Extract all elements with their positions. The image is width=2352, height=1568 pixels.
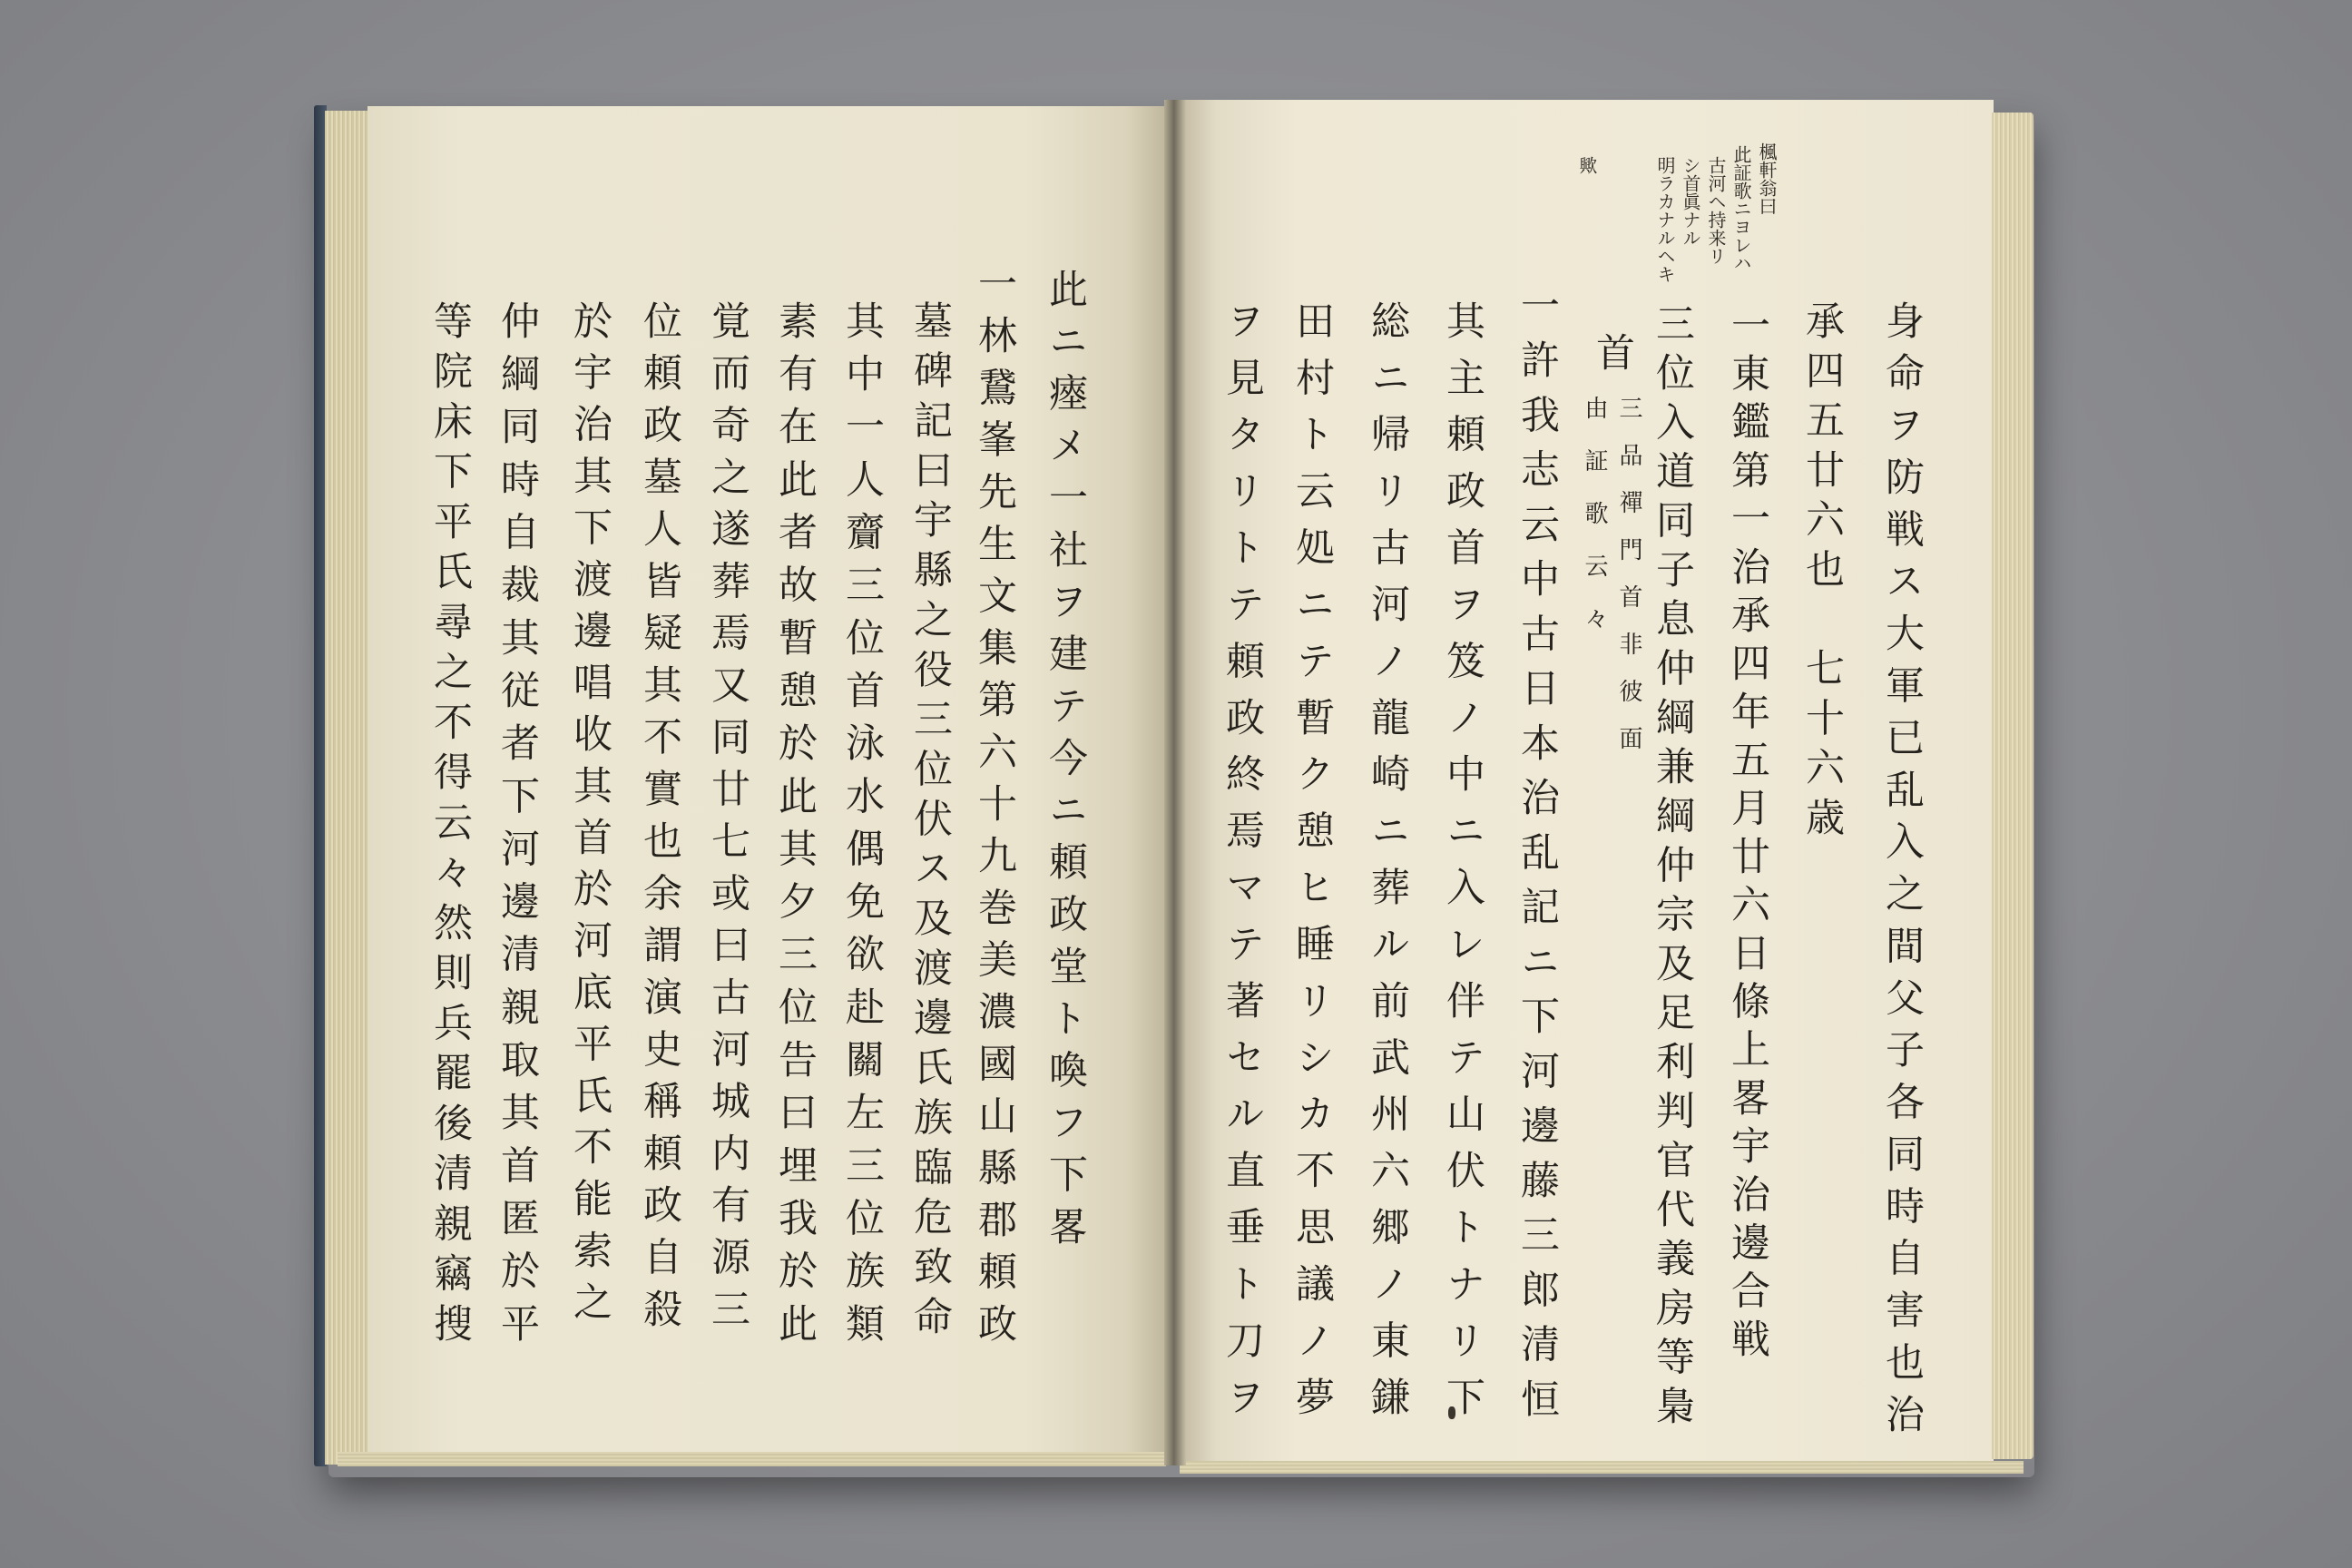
right-page-column-10: ヲ見タリトテ頼政終焉マテ著セル直垂ト刀ヲ: [1220, 300, 1265, 1416]
right-page-column-9: 田村ト云処ニテ暫ク憩ヒ睡リシカ不思議ノ夢: [1289, 300, 1335, 1416]
warichu-line-left: 由証歌云々: [1581, 396, 1608, 630]
left-page-column-5: 素有在此者故暫憩於此其夕三位告曰埋我於此: [772, 300, 818, 1342]
right-page-column-6: 一許我志云中古日本治乱記ニ下河邊藤三郎清恒: [1514, 285, 1560, 1417]
right-page-column-8: 総ニ帰リ古河ノ龍崎ニ葬ル前武州六郷ノ東鎌: [1365, 300, 1410, 1416]
left-page-column-4: 其中一人齎三位首泳水偶免欲赴關左三位族類: [839, 300, 885, 1342]
left-page-column-9: 仲綱同時自裁其従者下河邊清親取其首匿於平: [495, 300, 540, 1342]
left-page-column-8: 於宇治其下渡邊唱收其首於河底平氏不能索之: [567, 300, 612, 1320]
head-note-line-3: 古河ヘ持来リ: [1705, 156, 1727, 265]
right-bottom-edge: [1180, 1461, 2024, 1474]
right-page-column-7: 其主頼政首ヲ笈ノ中ニ入レ伴テ山伏トナリ下: [1440, 300, 1485, 1416]
right-page-column-4: 三位入道同子息仲綱兼綱仲宗及足利判官代義房等梟: [1650, 303, 1695, 1425]
right-page-column-2: 承四五廿六也 七十六歳: [1799, 300, 1845, 836]
right-page-column-3: 一東鑑第一治承四年五月廿六日條上畧宇治邊合戦: [1725, 305, 1770, 1357]
left-bottom-edge: [338, 1452, 1166, 1466]
head-note-line-6: 歟: [1576, 156, 1598, 174]
right-page-stack-edge: [1992, 113, 2034, 1459]
left-page-stack-edge: [325, 111, 368, 1465]
left-page-column-1: 此ニ瘞メ一社ヲ建テ今ニ頼政堂ト喚フ下畧: [1043, 269, 1088, 1246]
left-page-column-6: 覚而奇之遂葬焉又同廿七或曰古河城内有源三: [705, 300, 750, 1328]
head-note-line-1: 楓軒翁曰: [1756, 142, 1778, 215]
left-page-column-10: 等院床下平氏尋之不得云々然則兵罷後清親竊搜: [427, 300, 473, 1342]
left-page-column-2: 一林鵞峯先生文集第六十九巻美濃國山縣郡頼政: [972, 263, 1017, 1342]
warichu-line-right: 三品禪門首非彼面: [1615, 396, 1642, 750]
head-note-line-2: 此証歌ニヨレハ: [1730, 145, 1752, 272]
left-page-column-7: 位頼政墓人皆疑其不實也余謂演史稱頼政自殺: [637, 300, 682, 1328]
right-page-column-1: 身命ヲ防戦ス大軍已乱入之間父子各同時自害也治: [1879, 300, 1925, 1433]
right-page-column-5: 首: [1590, 332, 1635, 371]
head-note-line-5: 明ラカナルヘキ: [1654, 156, 1676, 283]
head-note-line-4: シ首眞ナル: [1680, 156, 1701, 247]
book-gutter: [1164, 100, 1186, 1465]
left-page-column-3: 墓碑記曰宇縣之役三位伏ス及渡邊氏族臨危致命: [907, 300, 953, 1335]
